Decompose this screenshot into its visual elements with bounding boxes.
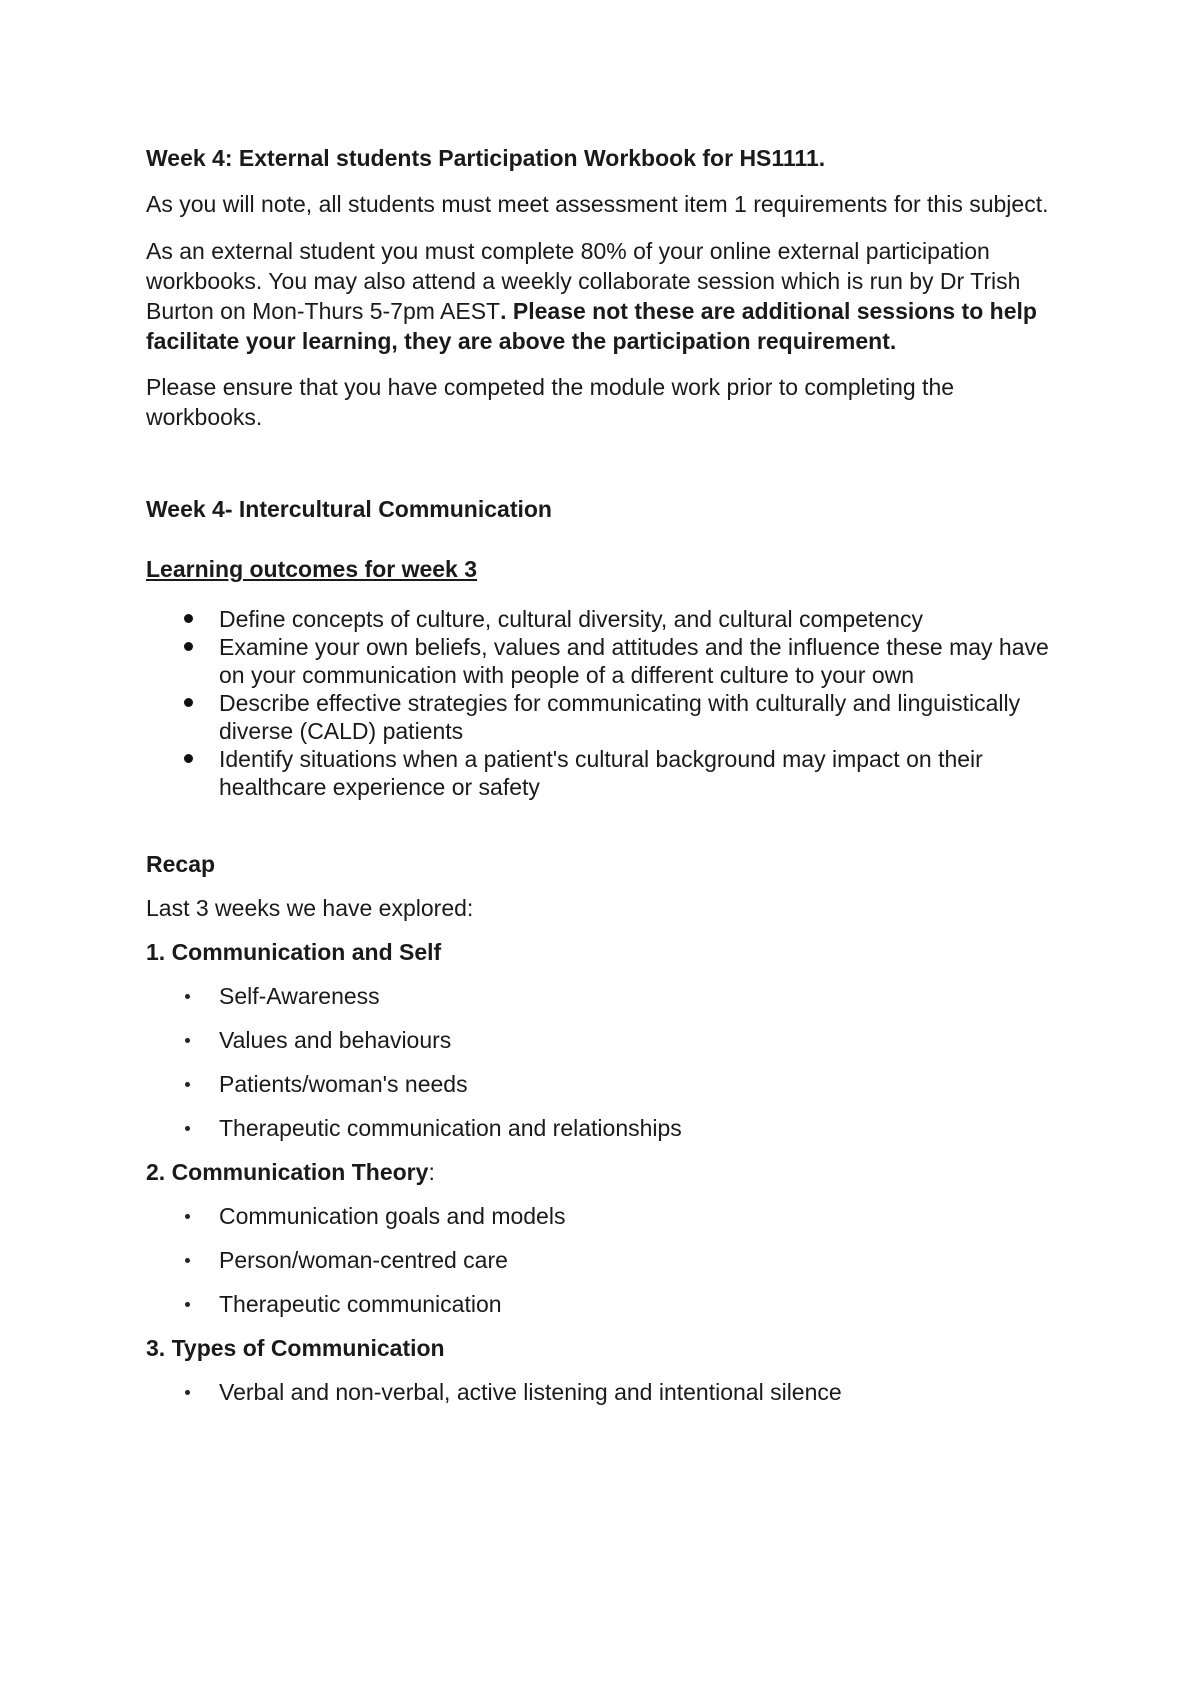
list-item: [146, 1245, 1066, 1275]
list-item-text: Define concepts of culture, cultural diversity, and cultural competency: [219, 606, 923, 632]
recap-section-3-list: [146, 1377, 1066, 1407]
list-item: [146, 605, 1066, 633]
intro-paragraph-3: Please ensure that you have competed the module work prior to completing the workbooks.: [146, 374, 955, 430]
bullet-icon: [185, 1390, 190, 1395]
document-page: [146, 143, 1066, 1421]
list-item-text: Therapeutic communication and relationships: [219, 1115, 682, 1141]
list-item: [146, 1025, 1066, 1055]
list-item-text: Patients/woman's needs: [219, 1071, 468, 1097]
list-item: [146, 1201, 1066, 1231]
section-title: Week 4- Intercultural Communication: [146, 496, 552, 522]
intro-paragraph-2-bold-note: . Please not these are additional sessions to help facilitate your learning, they are above the participation requirement.: [146, 298, 1037, 354]
page-title: Week 4: External students Participation Workbook for HS1111.: [146, 145, 826, 171]
bullet-icon: [185, 1214, 190, 1219]
list-item: [146, 1113, 1066, 1143]
bullet-icon: [185, 1258, 190, 1263]
list-item-text: Communication goals and models: [219, 1203, 566, 1229]
list-item: [146, 689, 1066, 745]
bullet-icon: [184, 642, 193, 651]
recap-intro: Last 3 weeks we have explored:: [146, 895, 474, 921]
bullet-icon: [184, 698, 193, 707]
list-item-text: Examine your own beliefs, values and attitudes and the influence these may have on your communication with people of a different culture to your own: [219, 634, 1049, 688]
list-item-text: Self-Awareness: [219, 983, 380, 1009]
bullet-icon: [185, 994, 190, 999]
recap-title: Recap: [146, 851, 216, 877]
intro-paragraph-2-text: As an external student you must complete 80% of your online external participation workbooks. You may also attend a weekly collaborate session which is run by Dr Trish Burton on Mon-Thurs 5-7pm AEST: [146, 238, 1021, 324]
recap-section-2-list: [146, 1201, 1066, 1319]
recap-section-2-title: 2. Communication Theory: [146, 1159, 429, 1185]
list-item-text: Describe effective strategies for communicating with culturally and linguistically diverse (CALD) patients: [219, 690, 1021, 744]
list-item: [146, 745, 1066, 801]
learning-outcomes-list: [146, 605, 1066, 801]
list-item-text: Person/woman-centred care: [219, 1247, 508, 1273]
recap-section-3-title: 3. Types of Communication: [146, 1335, 445, 1361]
recap-section-2-suffix: :: [428, 1159, 435, 1185]
bullet-icon: [185, 1302, 190, 1307]
recap-section-2-heading: [146, 1157, 1066, 1187]
intro-paragraph-1: As you will note, all students must meet assessment item 1 requirements for this subject.: [146, 191, 1049, 217]
learning-outcomes-title: Learning outcomes for week 3: [146, 556, 478, 582]
recap-section-1-title: 1. Communication and Self: [146, 939, 442, 965]
list-item: [146, 633, 1066, 689]
list-item-text: Identify situations when a patient's cultural background may impact on their healthcare experience or safety: [219, 746, 983, 800]
list-item: [146, 1069, 1066, 1099]
list-item-text: Therapeutic communication: [219, 1291, 502, 1317]
bullet-icon: [185, 1126, 190, 1131]
bullet-icon: [185, 1038, 190, 1043]
list-item: [146, 981, 1066, 1011]
list-item-text: Verbal and non-verbal, active listening and intentional silence: [219, 1379, 842, 1405]
list-item: [146, 1289, 1066, 1319]
bullet-icon: [184, 754, 193, 763]
intro-paragraph-2: [146, 236, 1066, 356]
bullet-icon: [184, 614, 193, 623]
bullet-icon: [185, 1082, 190, 1087]
recap-section-1-list: [146, 981, 1066, 1143]
list-item: [146, 1377, 1066, 1407]
list-item-text: Values and behaviours: [219, 1027, 452, 1053]
